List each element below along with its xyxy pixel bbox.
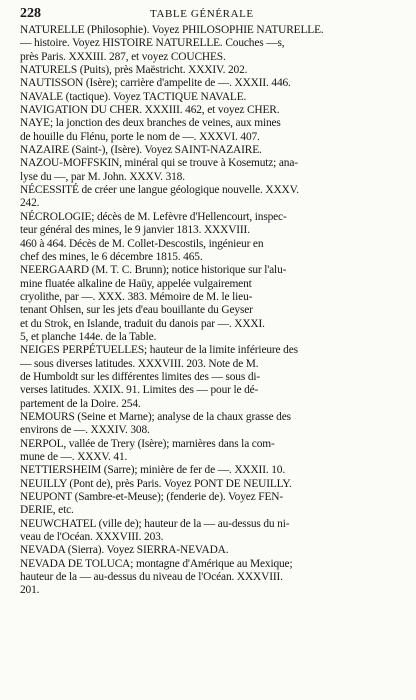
- entry-line: cryolithe, par —. XXX. 383. Mémoire de M. le lieu-: [20, 290, 253, 303]
- index-entry: [20, 64, 398, 77]
- entry-line: 460 à 464. Décès de M. Collet-Descostils, ingénieur en: [20, 237, 264, 250]
- entry-line: de houille du Flénu, porte le nom de —. XXXVI. 407.: [20, 130, 260, 143]
- entry-line: 201.: [20, 584, 40, 597]
- page-header: [20, 6, 398, 22]
- entry-line: partement de la Doire. 254.: [20, 397, 141, 410]
- entry-line: NÉCROLOGIE; décès de M. Lefèvre d'Hellencourt, inspec-: [20, 210, 287, 223]
- entry-line: chef des mines, le 6 décembre 1815. 465.: [20, 250, 203, 263]
- index-entry: [20, 478, 398, 491]
- entry-line: tenant Ohlsen, sur les jets d'eau bouillante du Geyser: [20, 304, 253, 317]
- entry-line: NETTIERSHEIM (Sarre); minière de fer de —. XXXII. 10.: [20, 464, 286, 477]
- entry-line: NAZOU-MOFFSKIN, minéral qui se trouve à Kosemutz; ana-: [20, 157, 298, 170]
- entry-line: NEVADA (Sierra). Voyez SIERRA-NEVADA.: [20, 544, 229, 557]
- entry-line: près Paris. XXXIII. 287, et voyez COUCHES.: [20, 50, 226, 63]
- entry-line: teur général des mines, le 9 janvier 1813. XXXVIII.: [20, 224, 250, 237]
- entry-line: — histoire. Voyez HISTOIRE NATURELLE. Couches —s,: [20, 37, 285, 50]
- entry-line: DERIE, etc.: [20, 504, 74, 517]
- entry-line: mune de —. XXXV. 41.: [20, 451, 128, 463]
- entry-line: et du Strok, en Islande, traduit du danois par —. XXXI.: [20, 317, 265, 330]
- page-number: 228: [20, 6, 41, 21]
- index-entry: [20, 558, 398, 598]
- entry-line: hauteur de la — au-dessus du niveau de l'Océan. XXXVIII.: [20, 571, 283, 584]
- entry-line: NEUWCHATEL (ville de); hauteur de la — au-dessus du ni-: [20, 517, 290, 530]
- index-entry: [20, 117, 398, 144]
- entry-line: NAVALE (tactique). Voyez TACTIQUE NAVALE.: [20, 90, 247, 103]
- index-entry: [20, 24, 398, 64]
- entry-line: veau de l'Océan. XXXVIII. 203.: [20, 531, 164, 544]
- entry-line: lyse du —, par M. John. XXXV. 318.: [20, 170, 185, 183]
- entry-line: NEUILLY (Pont de), près Paris. Voyez PONT DE NEUILLY.: [20, 477, 292, 490]
- index-entry: [20, 91, 398, 104]
- index-entry: [20, 184, 398, 211]
- entry-line: 242.: [20, 197, 40, 210]
- index-entry: [20, 491, 398, 518]
- entry-line: NATURELLE (Philosophie). Voyez PHILOSOPHIE NATURELLE.: [20, 24, 324, 36]
- entry-line: NEIGES PERPÉTUELLES; hauteur de la limite inférieure des: [20, 344, 298, 357]
- entry-line: NATURELS (Puits), près Maëstricht. XXXIV. 202.: [20, 64, 248, 77]
- entry-line: NÉCESSITÉ de créer une langue géologique nouvelle. XXXV.: [20, 184, 299, 197]
- entry-line: de Humboldt sur les différentes limites des — sous di-: [20, 370, 261, 383]
- index-entry: [20, 544, 398, 557]
- entry-line: — sous diverses latitudes. XXXVIII. 203. Note de M.: [20, 357, 259, 370]
- entry-line: mine fluatée alkaline de Haüy, appelée vulgairement: [20, 277, 252, 290]
- index-entry: [20, 518, 398, 545]
- entry-line: NERPOL, vallée de Trery (Isère); marnières dans la com-: [20, 437, 275, 450]
- index-entry: [20, 211, 398, 264]
- index-entry: [20, 157, 398, 184]
- entry-line: NAUTISSON (Isère); carrière d'ampelite de —. XXXII. 446.: [20, 77, 291, 90]
- index-entry: [20, 411, 398, 438]
- entry-line: NEERGAARD (M. T. C. Brunn); notice historique sur l'alu-: [20, 264, 287, 277]
- index-entry: [20, 344, 398, 411]
- entry-line: NAVIGATION DU CHER. XXXIII. 462, et voyez CHER.: [20, 104, 280, 117]
- entry-line: 5, et planche 144e. de la Table.: [20, 330, 157, 343]
- entry-line: NEMOURS (Seine et Marne); analyse de la chaux grasse des: [20, 410, 291, 423]
- index-entry: [20, 264, 398, 344]
- index-entry: [20, 464, 398, 477]
- index-entries: [20, 24, 398, 598]
- index-entry: [20, 77, 398, 90]
- index-entry: [20, 438, 398, 465]
- index-entry: [20, 104, 398, 117]
- entry-line: environs de —. XXXIV. 308.: [20, 424, 150, 437]
- index-entry: [20, 144, 398, 157]
- entry-line: NEVADA DE TOLUCA; montagne d'Amérique au Mexique;: [20, 557, 293, 570]
- entry-line: NAZAIRE (Saint-), (Isère). Voyez SAINT-NAZAIRE.: [20, 144, 262, 157]
- entry-line: NEUPONT (Sambre-et-Meuse); (fenderie de). Voyez FEN-: [20, 491, 283, 504]
- entry-line: NAYE; la jonction des deux branches de veines, aux mines: [20, 117, 281, 130]
- entry-line: verses latitudes. XXIX. 91. Limites des — pour le dé-: [20, 384, 259, 397]
- running-head: TABLE GÉNÉRALE: [150, 8, 254, 20]
